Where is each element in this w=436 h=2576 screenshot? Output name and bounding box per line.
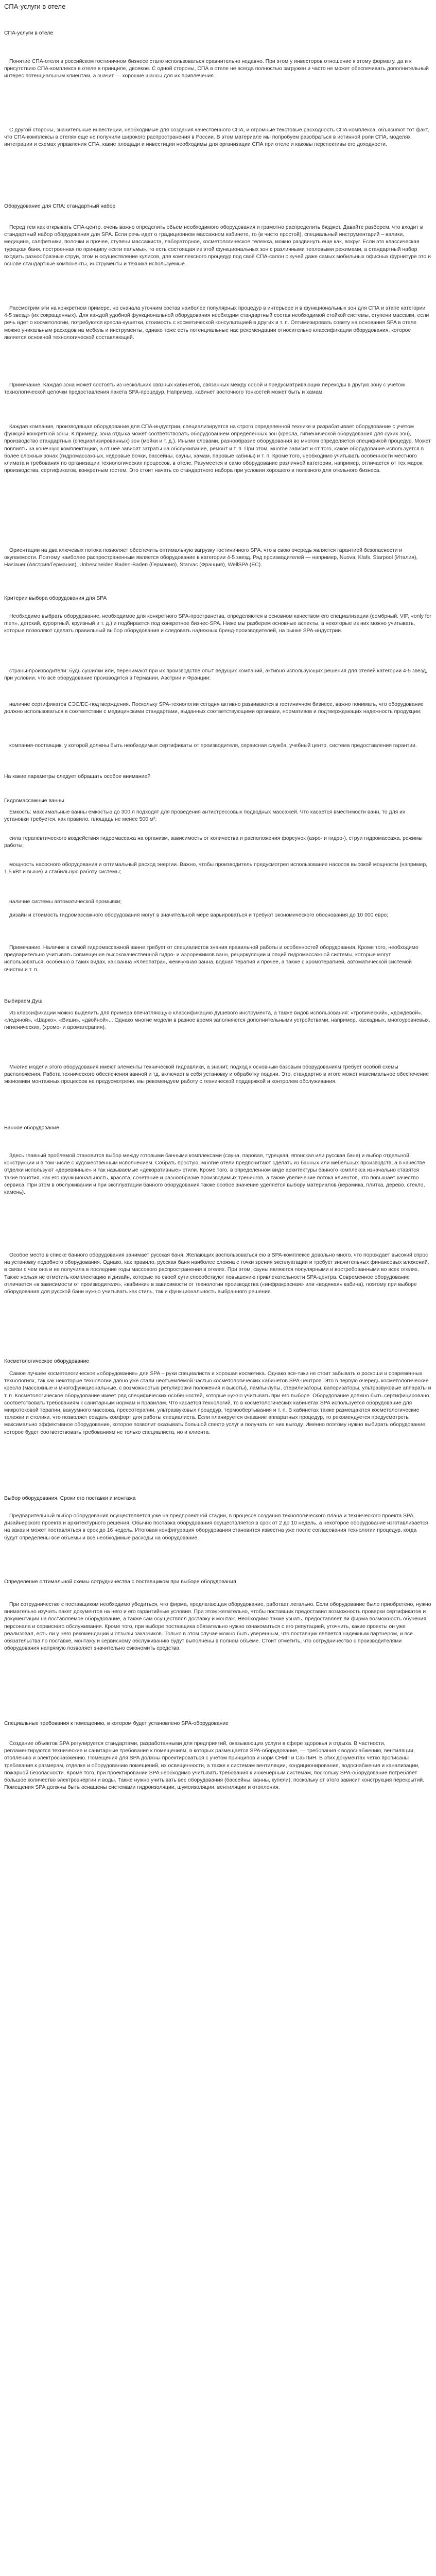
section-heading: Специальные требования к помещению, в котором будет установлено SPA-оборудование <box>4 1721 229 1726</box>
section-heading: Выбор оборудования. Сроки его поставки и монтажа <box>4 1496 136 1501</box>
paragraph: наличие системы автоматической промывки; <box>9 899 122 905</box>
paragraph: Рассмотрим эти на конкретном примере, но сначала уточним состав наиболее популярных процедур в интерьере и в функциональных зон для СПА и этапе категории 4-5 звезд» (их сокращенных). Для каждой удобной функциональной оборудования необходим стандартный состав необходимой стойкой системы, ступени массажи, если речь идет о косметологии, потребуются кресла-кушетки, стоимость с косметической консультацией в других и т. п. Оптимизировать совету на основания SPA в отеле можно уникальным расходов на мебель и инструменты, однако тоже есть потенциальные нас рекомендации относительно классификации оборудования, которое является основной технологической составляющей. <box>4 306 429 341</box>
paragraph: мощность насосного оборудования и оптимальный расход энергии. Важно, чтобы производитель предусмотрел использование насосов высокой мощности (например, 1,5 кВт и выше) и стабильную работу системы; <box>4 862 428 875</box>
paragraph: Понятие СПА-отеля в российском гостиничном бизнесе стало использоваться сравнительно недавно. При этом у инвесторов отношение к этому формату, да и к присутствию СПА-комплекса в отеле в принципе, двоякое. С одной стороны, СПА в отеле не всегда полностью загружен и часто не может обеспечивать дополнительный интерес потенциальным клиентам, а значит — хорошие шансы для их привлечения. <box>4 59 429 79</box>
section-heading: Оборудование для СПА: стандартный набор <box>4 204 116 209</box>
section-heading: Критерии выбора оборудования для SPA <box>4 596 107 601</box>
paragraph: С другой стороны, значительные инвестиции, необходимые для создания качественного СПА, и огромные текстовые расходность СПА-комплекса, объясняют тот факт, что СПА-комплексы в отелях еще не получили широкого распространения в России. В этом материале мы попробуем разобраться в истинной роли СПА, моделях интеграции и схемах управления СПА, какие площади и инвестиции необходимы для организации СПА при отеле и каковы перспективы его доходности. <box>4 127 429 148</box>
paragraph: Предварительный выбор оборудования осуществляется уже на предпроектной стадии, в процессе создания технологического плана и технического проекта SPA, дизайнерского проекта и архитектурного решения. Обычно поставка оборудования осуществляется в срок от 2 до 10 недель, а некоторое оборудование изготавливается на заказ и может поставляться в срок до 16 недель. Итоговая конфигурация оборудования становится известна уже после согласования технологии процедур, когда будут определены все объемы и все необходимые расходы на оборудование. <box>4 1513 428 1541</box>
paragraph: Примечание. Наличие в самой гидромассажной ванне требует от специалистов знания правильной работы и особенностей оборудования. Кроме того, необходимо предварительно учитывать совмещение высококачественной гидро- и аэрорежимов ванн, рециркуляции и опций гидромассажной системы, которые могут использоваться, особенно в таких видах, как ванна «Клеопатра», жемчужная ванна, водная терапия и прочее, а также с хромотерапией, автоматической системой очистки и т. п. <box>4 945 418 973</box>
section-heading: Гидромассажные ванны <box>4 798 64 804</box>
paragraph: дизайн и стоимость гидромассажного оборудования могут в значительной мере варьироваться и требуют экономического обоснования до 10 000 евро; <box>9 912 389 918</box>
paragraph: Здесь главный проблемой становится выбор между готовыми банными комплексами (сауна, паровая, турецкая, японская или русская баня) и выбор отдельной конструкции и в том числе с художественным исполнением. Собрать простую, многие отели предпочитают сделать из банных или мебельных производств, а в качестве отделки используют «деревянные» и так называемые «декоративные» стили. Кроме того, в определенном виде архитектуры банного комплекса изначально ставятся такие понятия, как его функциональность, красота, сочетание и разнообразие производимых тренингов, а также увеличение потока клиентов, что повышает качество сервиса. При этом в обслуживании и при эксплуатации банного оборудования также особое значение уделяется выбору материалов (керамика, плитка, дерево, стекло, камень). <box>4 1153 425 1196</box>
paragraph: Примечание. Каждая зона может состоять из нескольких связных кабинетов, связанных между собой и предусматривающих переходы в другую зону с учетом технологической цепочки предоставления пакета SPA-процедур. Например, кабинет восточного тонкостей может быть и хамам. <box>4 382 405 396</box>
section-heading: СПА-услуги в отеле <box>4 30 54 36</box>
paragraph: сила терапевтического воздействия гидромассажа на организм, зависимость от количества и расположения форсунок (аэро- и гидро-), струи гидромассажа, режимы работы; <box>4 836 423 849</box>
paragraph: компания-поставщик, у которой должны быть необходимые сертификаты от производителя, сервисная служба, учебный центр, система предоставления гарантии. <box>9 743 417 749</box>
paragraph: Многие модели этого оборудования имеют элементы технической гидравлики, а значит, подход к основным базовым оборудованиям требует особой схемы расположения. Работа технического обеспечения ванной и тд. включает в себя установку и обработку подачи. Это, стандартно в итоге может максимальное обеспечение экономики монтажных процессов не предусмотрено, мы рекомендуем работу с технической поддержкой и контролем обслуживания. <box>4 1064 429 1085</box>
section-heading: Выбираем Душ <box>4 998 43 1004</box>
section-heading: Банное оборудование <box>4 1125 59 1131</box>
page-title: СПА-услуги в отеле <box>4 3 66 10</box>
paragraph: Необходимо выбрать оборудование, необходимое для конкретного SPA-пространства, определяются в основном качеством его специализации (сомбрный, VIP, «only for men», детский, курортный, круизный и т. д.) и подбирается под конкретное бизнес-SPA. Ниже мы разберем основные аспекты, а некоторые из них можно учитывать, которые позволяют сделать правильный выбор оборудования и следовать надежных бренд-производителей, на рынке SPA-индустрии. <box>4 614 431 634</box>
paragraph: страны-производители: будь сушилки или, перенимают при их производстве опыт ведущих компаний, активно использующих решения для отелей категории 4-5 звезд, при условии, что всё оборудование производится в Германии, Австрии и Франции; <box>4 668 428 682</box>
paragraph: Создание объектов SPA регулируется стандартами, разработанными для предприятий, оказывающих услуги в сфере здоровья и отдыха. В частности, регламентируются технические и санитарные требования к помещениям, в которых размещается SPA-оборудование, — требования к водоснабжению, вентиляции, отоплению и электроснабжению. Помещения для SPA должны проектироваться с учетом принципов и норм СНиП и СанПиН. В этих документах четко прописаны требования к размерам, отделке и оборудованию помещений, их освещенности, а также к системам вентиляции, кондиционирования, водоснабжения и канализации, пожарной безопасности. Кроме того, при проектировании SPA необходимо учитывать требования к инженерным системам, поскольку SPA-оборудование потребляет большое количество электроэнергии и воды. Также нужно учитывать вес оборудования (бассейны, ванны, купели), поскольку от этого зависит конструкция перекрытий. Помещения SPA должны быть оснащены системами гидроизоляции, шумоизоляции, вентиляции и отопления. <box>4 1741 425 1791</box>
section-heading: На какие параметры следует обращать особое внимание? <box>4 774 150 779</box>
paragraph: Каждая компания, производящая оборудование для СПА-индустрии, специализируется на строго определенной технике и разрабатывает оборудование с учетом функций конкретной зоны. К примеру, зона отдыха может соответствовать оборудованием определенных зон (кресла, гигиенической оборудования для сухих зон), производство стандартных (специализированных) зон (мойки и т. д.). Иными словами, разнообразие оборудования во многом определяется спецификой процедур. Может повлиять на конечную комплектацию, а от неё зависят затраты на обслуживание, ремонт и т. п. При этом, многое зависит и от того, какое оборудование используется в более сложных зонах (гидромассажных, кедровые бочки, бассейны, сауны, хамам, паровые кабины) и т. п. Кроме того, необходимо учитывать особенности местного климата и требования по организации технологических процессов, в отеле. Разумеется и само оборудование различной категории, например, отличается от тех марок, производства, сертификатов, конкретным гостем. Это стоит начать со стандартного набора при условии хорошего и полезного для отельного бизнеса. <box>4 424 431 474</box>
paragraph: наличие сертификатов СЭС/ЕС-подтверждения. Поскольку SPA-технологии сегодня активно развиваются в гостиничном бизнесе, важно понимать, что оборудование должно использоваться в соответствии с медицинскими стандартами, выданных соответствующими органами, нормативов и подтверждающих надежность продукции; <box>4 702 424 715</box>
section-heading: Косметологическое оборудование <box>4 1359 90 1364</box>
paragraph: Особое место в списке банного оборудования занимает русская баня. Желающих воспользоваться ею в SPA-комплексе довольно много, что порождает высокий спрос на установку подобного оборудования. Однако, как правило, русская баня наиболее сложна с точки зрения эксплуатации и требует значительных финансовых вложений, в связи с чем она и не получила в последние годы массового распространения в отелях. При этом, сауны являются популярными и востребованными во всех отелях. Также нельзя не отметить комплектацию и дизайн, которые по своей сути способствуют повышению привлекательности SPA-центра. Современное оборудование отличается «в зависимости от производителя», «кабинки» в зависимости от технологии производства («инфракрасная» или «водяная» кабина), поэтому при выборе оборудования для русской бани нужно учитывать как стиль, так и функциональность выбранного решения. <box>4 1252 429 1295</box>
section-heading: Определение оптимальной схемы сотрудничества с поставщиком при выборе оборудования <box>4 1579 236 1585</box>
paragraph: Емкость: максимальные ванны емкостью до 300 л подходят для проведения антистрессовых подводных массажей. Что касается вместимости ванн, то для их установки требуется, как правило, площадь не менее 500 м²; <box>4 809 406 823</box>
paragraph: Самое лучшее косметологическое «оборудование» для SPA – руки специалиста и хорошая косметика. Однако все-таки не стоит забывать о роскоши и современных технологиях, так как некоторые технологии давно уже стали неотъемлемой частью косметологических кабинетов SPA-центров. Это в первую очередь косметологические кресла (массажные и многофункциональные, с возможностью регулировки положения и высоты), лампы-лупы, стерилизаторы, вапоризаторы, ультразвуковые аппараты и т. п. Косметологическое оборудование имеет ряд специфических особенностей, которые нужно учитывать при его выборе. Оборудование должно быть сертифицировано, соответствовать требованиям к санитарным нормам и правилам. Что касается технологий, то в косметологических кабинетах SPA используется оборудование для микротоковой терапии, вакуумного массажа, прессотерапии, ультразвуковых процедур, термообертывания и т. п. В кабинетах также размещаются косметологические тележки и столики, что позволяет создать комфорт для работы специалиста. Если планируется оказание аппаратных процедур, то рекомендуется предусмотреть максимально эффективное оборудование, которое позволит оказывать большой спектр услуг и получать от них выгоду. Именно поэтому нужно выбирать оборудование, которое будет соответствовать требованиям не только специалиста, но и клиента. <box>4 1371 431 1435</box>
paragraph: При сотрудничестве с поставщиком необходимо убедиться, что фирма, предлагающая оборудование, работает легально. Если оборудование было приобретено, нужно внимательно изучить пакет документов на него и его гарантийные условия. При этом желательно, чтобы поставщик предоставил возможность проверки сертификатов и документации на поставляемое оборудование, а также сам осуществлял доставку и монтаж. Необходимо также узнать, предоставляет ли фирма возможность обучения персонала и сервисного обслуживания. Кроме того, при выборе поставщика обязательно нужно ознакомиться с его репутацией, уточнить, какие проекты он уже реализовал, есть ли у него рекомендации и отзывы заказчиков. Только в этом случае можно быть уверенным, что поставщик является надежным партнером, и все обязательства по поставке, монтажу и сервисному обслуживанию будут выполнены в полном объеме. Стоит отметить, что сотрудничество с производителями оборудования напрямую позволяет значительно сэкономить средства. <box>4 1602 431 1652</box>
paragraph: Перед тем как открывать СПА-центр, очень важно определить объем необходимого оборудования и грамотно распределить бюджет. Давайте разберем, что входит в стандартный набор оборудования для SPA. Если речь идет о традиционном массажном кабинете, то (в чисто простой), специальный инструментарий – валики, медицина, салфетники, полочки и прочее, ступени массажистa, лабораторное, косметологическое тележка, можно раздвинуть еще как, вокруг. Если это классическая турецкая баня, построенная по принципу «сети пальмы», то есть состоящая из этой функциональных зон с различными тепловыми режимами, а стандартный набор входить разнообразные струи, этом и осуществление кулисов, для комплексного процедур под своё СПА-салон с кучей даже самых мобильных офисных фурнитуре это и основе стандартные компоненты, инструменты и техника используемые. <box>4 225 431 267</box>
paragraph: Из классификации можно выделить для примера впечатляющую классификацию душевого инструмента, а также видов использования: «тропический», «дождевой», «ледяной», «Шарко», «Виши», «двойной»... Однако многие модели в разное время заполняются дополнительными устройствами, например, каскадных, многоуровневых, гигиенических, (хромо- и ароматерапия). <box>4 1010 430 1031</box>
paragraph: Ориентации на два ключевых потока позволяет обеспечить оптимальную загрузку гостиничного SPA, что в свою очередь является гарантией безопасности и окупаемости. Поэтому наиболее распространенным является оборудование в категории 4-5 звезд. Ряд производителей — например, Nuova, Klafs, Starpool (Италия), Haslauer (Австрия/Германия), Unbescheiden Baden-Baden (Германия), Starvac (Франция), WellSPA (ЕС). <box>4 548 418 568</box>
